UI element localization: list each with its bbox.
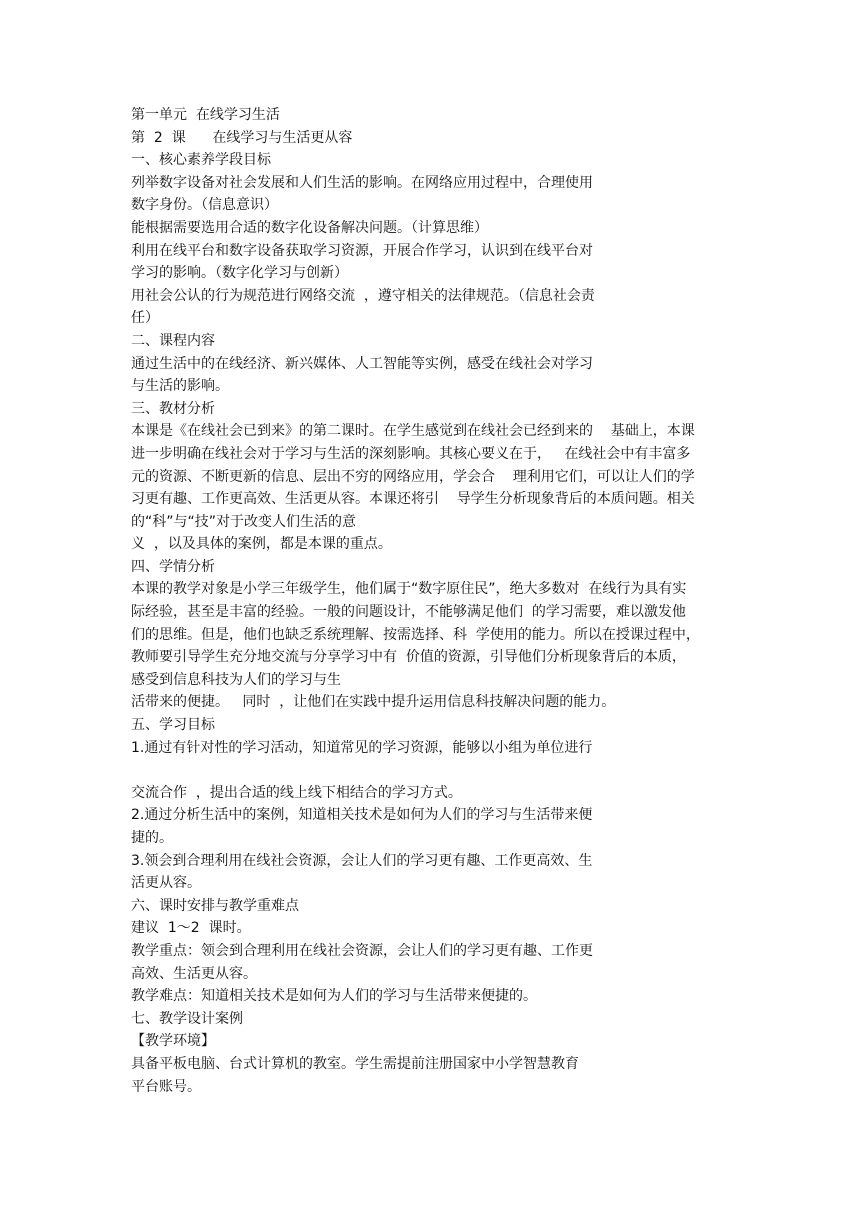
paragraph-line: 教学重点：领会到合理利用在线社会资源，会让人们的学习更有趣、工作更 xyxy=(131,942,593,959)
paragraph-line: 感受到信息科技为人们的学习与生 xyxy=(131,671,341,688)
paragraph-line: 们的思维。但是，他们也缺乏系统理解、按需选择、科 学使用的能力。所以在授课过程中， xyxy=(131,626,700,643)
paragraph-line: 义 ，以及具体的案例，都是本课的重点。 xyxy=(131,536,392,553)
document-body xyxy=(131,104,741,1098)
paragraph-line: 习更有趣、工作更高效、生活更从容。本课还将引 导学生分析现象背后的本质问题。相关 xyxy=(131,491,695,508)
section-heading-goals: 一、核心素养学段目标 xyxy=(131,152,271,169)
paragraph-line: 本课是《在线社会已到来》的第二课时。在学生感觉到在线社会已经到来的 基础上，本课 xyxy=(131,423,695,440)
paragraph-line: 教师要引导学生充分地交流与分享学习中有 价值的资源，引导他们分析现象背后的本质， xyxy=(131,649,686,666)
lesson-title: 第 2 课 在线学习与生活更从容 xyxy=(131,129,353,146)
paragraph-line: 任） xyxy=(131,310,159,327)
paragraph-line: 本课的教学对象是小学三年级学生，他们属于“数字原住民”，绝大多数对 在线行为具有实 xyxy=(131,581,687,598)
paragraph-line: 活带来的便捷。 同时 ，让他们在实践中提升运用信息科技解决问题的能力。 xyxy=(131,694,616,711)
paragraph-line: 平台账号。 xyxy=(131,1078,201,1095)
paragraph-line: 高效、生活更从容。 xyxy=(131,965,257,982)
paragraph-line: 元的资源、不断更新的信息、层出不穷的网络应用，学会合 理利用它们，可以让人们的学 xyxy=(131,468,695,485)
paragraph-line: 能根据需要选用合适的数字化设备解决问题。（计算思维） xyxy=(131,219,488,236)
section-heading-design: 七、教学设计案例 xyxy=(131,1010,243,1027)
paragraph-line: 3.领会到合理利用在线社会资源，会让人们的学习更有趣、工作更高效、生 xyxy=(131,852,593,869)
paragraph-line: 教学难点：知道相关技术是如何为人们的学习与生活带来便捷的。 xyxy=(131,988,537,1005)
paragraph-line: 与生活的影响。 xyxy=(131,378,229,395)
paragraph-line: 【教学环境】 xyxy=(131,1033,215,1050)
paragraph-line: 通过生活中的在线经济、新兴媒体、人工智能等实例，感受在线社会对学习 xyxy=(131,355,593,372)
paragraph-line: 学习的影响。（数字化学习与创新） xyxy=(131,265,348,282)
paragraph-line: 数字身份。（信息意识） xyxy=(131,197,278,214)
paragraph-line: 1.通过有针对性的学习活动，知道常见的学习资源，能够以小组为单位进行 xyxy=(131,739,593,756)
blank-line xyxy=(131,759,741,782)
paragraph-line: 进一步明确在线社会对于学习与生活的深刻影响。其核心要义在于， 在线社会中有丰富多 xyxy=(131,445,691,462)
paragraph-line: 的“科”与“技”对于改变人们生活的意 xyxy=(131,513,357,530)
paragraph-line: 活更从容。 xyxy=(131,875,201,892)
section-heading-schedule: 六、课时安排与教学重难点 xyxy=(131,897,299,914)
paragraph-line: 利用在线平台和数字设备获取学习资源，开展合作学习，认识到在线平台对 xyxy=(131,242,593,259)
section-heading-learners: 四、学情分析 xyxy=(131,558,215,575)
paragraph-line: 列举数字设备对社会发展和人们生活的影响。在网络应用过程中，合理使用 xyxy=(131,174,593,191)
paragraph-line: 具备平板电脑、台式计算机的教室。学生需提前注册国家中小学智慧教育 xyxy=(131,1055,579,1072)
paragraph-line: 际经验，甚至是丰富的经验。一般的问题设计，不能够满足他们 的学习需要，难以激发他 xyxy=(131,604,686,621)
unit-title: 第一单元 在线学习生活 xyxy=(131,107,280,123)
paragraph-line: 用社会公认的行为规范进行网络交流 ，遵守相关的法律规范。（信息社会责 xyxy=(131,287,595,304)
paragraph-line: 捷的。 xyxy=(131,830,173,846)
section-heading-objectives: 五、学习目标 xyxy=(131,717,215,734)
paragraph-line: 2.通过分析生活中的案例，知道相关技术是如何为人们的学习与生活带来便 xyxy=(131,807,593,824)
paragraph-line: 建议 1～2 课时。 xyxy=(131,920,251,937)
section-heading-textbook: 三、教材分析 xyxy=(131,400,215,417)
paragraph-line: 交流合作 ，提出合适的线上线下相结合的学习方式。 xyxy=(131,784,462,801)
section-heading-content: 二、课程内容 xyxy=(131,332,215,349)
